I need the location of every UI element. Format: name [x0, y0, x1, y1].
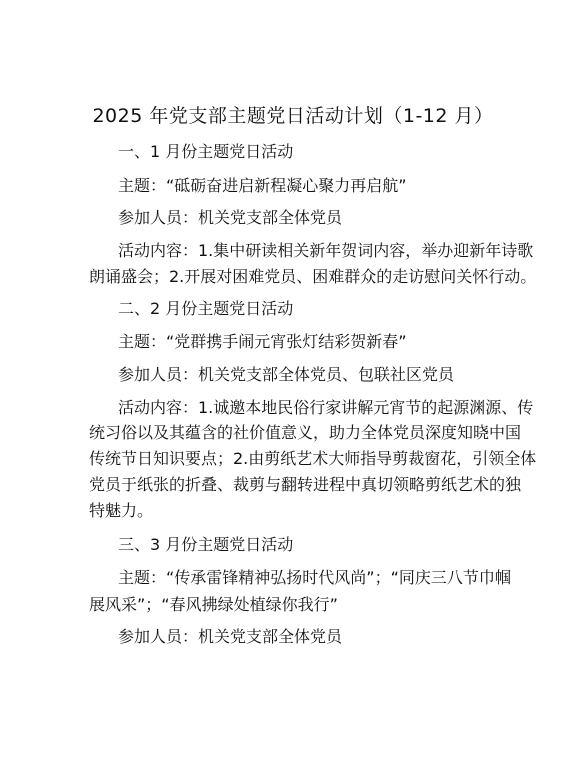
section-content-line: 活动内容：1.集中研读相关新年贺词内容，举办迎新年诗歌 [118, 241, 534, 260]
section-theme: 主题：“砥砺奋进启新程凝心聚力再启航” [118, 176, 407, 195]
section-participants: 参加人员：机关党支部全体党员、包联社区党员 [118, 365, 455, 384]
section-content-line: 统习俗以及其蕴含的社价值意义，助力全体党员深度知晓中国 [89, 423, 522, 442]
section-theme: 主题：“党群携手闹元宵张灯结彩贺新春” [118, 332, 407, 351]
section-content-line: 朗诵盛会；2.开展对困难党员、困难群众的走访慰问关怀行动。 [89, 267, 537, 286]
section-participants: 参加人员：机关党支部全体党员 [118, 627, 343, 646]
section-content-line: 特魅力。 [89, 501, 154, 520]
section-heading: 二、2 月份主题党日活动 [118, 299, 294, 318]
section-heading: 三、3 月份主题党日活动 [118, 535, 294, 554]
section-theme-line: 展风采”；“春风拂绿处植绿你我行” [89, 595, 338, 614]
document-title: 2025 年党支部主题党日活动计划（1-12 月） [92, 105, 494, 127]
section-theme-line: 主题：“传承雷锋精神弘扬时代风尚”；“同庆三八节巾帼 [118, 568, 511, 587]
section-participants: 参加人员：机关党支部全体党员 [118, 208, 343, 227]
section-content-line: 活动内容：1.诚邀本地民俗行家讲解元宵节的起源渊源、传 [118, 398, 534, 417]
section-content-line: 传统节日知识要点；2.由剪纸艺术大师指导剪裁窗花，引领全体 [89, 449, 537, 468]
section-heading: 一、1 月份主题党日活动 [118, 142, 294, 161]
section-content-line: 党员于纸张的折叠、裁剪与翻转进程中真切领略剪纸艺术的独 [89, 475, 522, 494]
